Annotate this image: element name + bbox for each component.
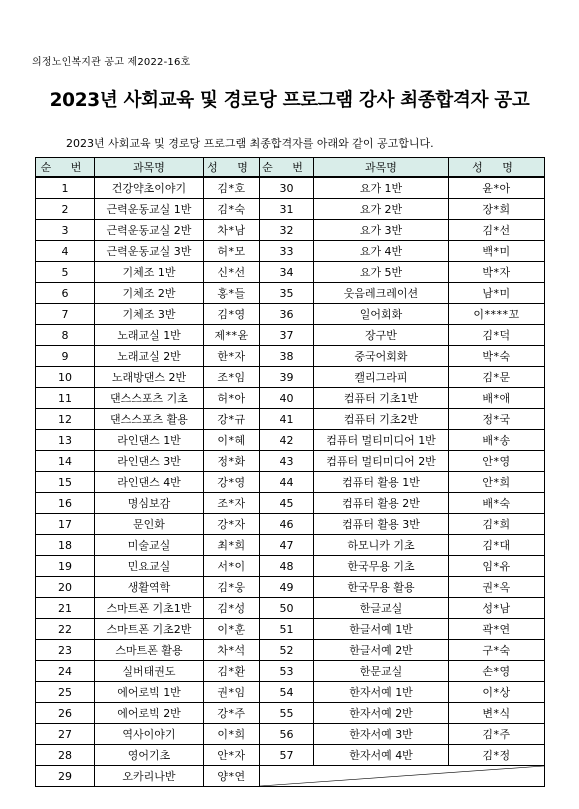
cell-subject: 노래교실 1반 (95, 325, 204, 346)
cell-number: 22 (36, 619, 95, 640)
cell-number: 4 (36, 241, 95, 262)
table-row (36, 262, 545, 283)
table-row (36, 766, 545, 787)
notice-number: 의정노인복지관 공고 제2022-16호 (32, 57, 191, 68)
cell-subject: 기체조 2반 (95, 283, 204, 304)
cell-name: 곽*연 (449, 619, 545, 640)
table-row (36, 640, 545, 661)
cell-subject: 웃음레크레이션 (314, 283, 449, 304)
table-row (36, 745, 545, 766)
cell-number: 7 (36, 304, 95, 325)
cell-number: 36 (260, 304, 314, 325)
cell-number: 11 (36, 388, 95, 409)
cell-number: 52 (260, 640, 314, 661)
cell-subject: 컴퓨터 활용 2반 (314, 493, 449, 514)
cell-subject: 요가 3반 (314, 220, 449, 241)
subtitle: 2023년 사회교육 및 경로당 프로그램 최종합격자를 아래와 같이 공고합니다. (66, 137, 434, 150)
cell-name: 배*송 (449, 430, 545, 451)
header-name: 성 명 (204, 158, 260, 178)
table-row (36, 388, 545, 409)
table-row (36, 472, 545, 493)
table-row (36, 304, 545, 325)
cell-subject: 컴퓨터 활용 1반 (314, 472, 449, 493)
cell-subject: 컴퓨터 멀티미디어 1반 (314, 430, 449, 451)
cell-name: 이*희 (204, 724, 260, 745)
cell-number: 56 (260, 724, 314, 745)
cell-number: 21 (36, 598, 95, 619)
table-row (36, 661, 545, 682)
cell-number: 33 (260, 241, 314, 262)
cell-subject: 컴퓨터 활용 3반 (314, 514, 449, 535)
cell-number: 1 (36, 177, 95, 199)
table-row (36, 325, 545, 346)
cell-name: 배*애 (449, 388, 545, 409)
cell-name: 김*덕 (449, 325, 545, 346)
cell-number: 53 (260, 661, 314, 682)
cell-number: 37 (260, 325, 314, 346)
cell-subject: 한글서예 1반 (314, 619, 449, 640)
table-row (36, 703, 545, 724)
cell-name: 조*임 (204, 367, 260, 388)
cell-subject: 요가 1반 (314, 177, 449, 199)
cell-name: 안*희 (449, 472, 545, 493)
cell-number: 17 (36, 514, 95, 535)
cell-subject: 근력운동교실 1반 (95, 199, 204, 220)
cell-number: 38 (260, 346, 314, 367)
cell-subject: 라인댄스 3반 (95, 451, 204, 472)
cell-subject: 에어로빅 1반 (95, 682, 204, 703)
cell-name: 박*자 (449, 262, 545, 283)
cell-name: 김*정 (449, 745, 545, 766)
cell-number: 27 (36, 724, 95, 745)
cell-number: 30 (260, 177, 314, 199)
cell-subject: 한자서예 3반 (314, 724, 449, 745)
table-row (36, 451, 545, 472)
cell-subject: 컴퓨터 멀티미디어 2반 (314, 451, 449, 472)
cell-number: 51 (260, 619, 314, 640)
cell-subject: 캘리그라피 (314, 367, 449, 388)
cell-subject: 한자서예 1반 (314, 682, 449, 703)
cell-number: 24 (36, 661, 95, 682)
cell-subject: 장구반 (314, 325, 449, 346)
cell-name: 김*선 (449, 220, 545, 241)
cell-subject: 한문교실 (314, 661, 449, 682)
table-row (36, 577, 545, 598)
blank-diagonal-cell (260, 766, 545, 787)
table-row (36, 283, 545, 304)
cell-number: 31 (260, 199, 314, 220)
cell-number: 34 (260, 262, 314, 283)
page-title: 2023년 사회교육 및 경로당 프로그램 강사 최종합격자 공고 (49, 90, 530, 111)
table-row (36, 556, 545, 577)
cell-subject: 생활역학 (95, 577, 204, 598)
cell-name: 양*연 (204, 766, 260, 787)
cell-subject: 한국무용 활용 (314, 577, 449, 598)
cell-subject: 근력운동교실 3반 (95, 241, 204, 262)
cell-name: 차*남 (204, 220, 260, 241)
cell-number: 32 (260, 220, 314, 241)
cell-subject: 스마트폰 기초1반 (95, 598, 204, 619)
header-number: 순 번 (36, 158, 95, 178)
table-row (36, 241, 545, 262)
cell-number: 46 (260, 514, 314, 535)
cell-subject: 요가 4반 (314, 241, 449, 262)
cell-subject: 스마트폰 활용 (95, 640, 204, 661)
cell-name: 이*혜 (204, 430, 260, 451)
cell-name: 김*대 (449, 535, 545, 556)
cell-name: 강*자 (204, 514, 260, 535)
cell-number: 3 (36, 220, 95, 241)
cell-name: 김*성 (204, 598, 260, 619)
cell-name: 장*희 (449, 199, 545, 220)
cell-name: 김*웅 (204, 577, 260, 598)
table-row (36, 220, 545, 241)
cell-name: 허*아 (204, 388, 260, 409)
roster-table (35, 157, 545, 787)
table-row (36, 409, 545, 430)
cell-number: 6 (36, 283, 95, 304)
cell-name: 윤*아 (449, 177, 545, 199)
cell-name: 차*석 (204, 640, 260, 661)
cell-subject: 한글교실 (314, 598, 449, 619)
table-row (36, 619, 545, 640)
table-row (36, 682, 545, 703)
cell-number: 28 (36, 745, 95, 766)
cell-subject: 일어회화 (314, 304, 449, 325)
cell-subject: 노래방댄스 2반 (95, 367, 204, 388)
diagonal-line (260, 766, 544, 786)
cell-name: 변*식 (449, 703, 545, 724)
cell-name: 백*미 (449, 241, 545, 262)
cell-name: 배*숙 (449, 493, 545, 514)
header-number: 순 번 (260, 158, 314, 178)
cell-subject: 에어로빅 2반 (95, 703, 204, 724)
cell-name: 조*자 (204, 493, 260, 514)
cell-name: 강*영 (204, 472, 260, 493)
cell-subject: 실버태권도 (95, 661, 204, 682)
cell-number: 39 (260, 367, 314, 388)
cell-name: 김*숙 (204, 199, 260, 220)
cell-number: 20 (36, 577, 95, 598)
cell-number: 23 (36, 640, 95, 661)
cell-number: 25 (36, 682, 95, 703)
table-header-row (36, 158, 545, 178)
table-row (36, 598, 545, 619)
cell-number: 40 (260, 388, 314, 409)
cell-number: 12 (36, 409, 95, 430)
cell-number: 43 (260, 451, 314, 472)
table-row (36, 199, 545, 220)
cell-number: 2 (36, 199, 95, 220)
cell-subject: 명심보감 (95, 493, 204, 514)
cell-subject: 민요교실 (95, 556, 204, 577)
table-row (36, 177, 545, 199)
cell-number: 14 (36, 451, 95, 472)
cell-subject: 한글서예 2반 (314, 640, 449, 661)
cell-number: 19 (36, 556, 95, 577)
cell-number: 35 (260, 283, 314, 304)
cell-name: 구*숙 (449, 640, 545, 661)
cell-subject: 한자서예 4반 (314, 745, 449, 766)
cell-name: 김*희 (449, 514, 545, 535)
cell-subject: 댄스스포츠 활용 (95, 409, 204, 430)
cell-number: 5 (36, 262, 95, 283)
cell-name: 이*상 (449, 682, 545, 703)
cell-number: 9 (36, 346, 95, 367)
cell-name: 김*문 (449, 367, 545, 388)
cell-name: 성*남 (449, 598, 545, 619)
cell-number: 50 (260, 598, 314, 619)
cell-name: 강*규 (204, 409, 260, 430)
cell-number: 10 (36, 367, 95, 388)
table-row (36, 346, 545, 367)
cell-subject: 영어기초 (95, 745, 204, 766)
cell-subject: 기체조 3반 (95, 304, 204, 325)
table-row (36, 430, 545, 451)
cell-subject: 한자서예 2반 (314, 703, 449, 724)
cell-number: 48 (260, 556, 314, 577)
header-subject: 과목명 (314, 158, 449, 178)
cell-name: 강*주 (204, 703, 260, 724)
cell-subject: 댄스스포츠 기초 (95, 388, 204, 409)
cell-subject: 미술교실 (95, 535, 204, 556)
cell-name: 제**윤 (204, 325, 260, 346)
table-row (36, 535, 545, 556)
cell-number: 13 (36, 430, 95, 451)
cell-name: 권*임 (204, 682, 260, 703)
cell-subject: 요가 2반 (314, 199, 449, 220)
cell-subject: 라인댄스 4반 (95, 472, 204, 493)
cell-subject: 중국어회화 (314, 346, 449, 367)
table-row (36, 493, 545, 514)
cell-subject: 노래교실 2반 (95, 346, 204, 367)
cell-subject: 스마트폰 기초2반 (95, 619, 204, 640)
table-row (36, 367, 545, 388)
cell-name: 남*미 (449, 283, 545, 304)
cell-number: 49 (260, 577, 314, 598)
cell-number: 26 (36, 703, 95, 724)
cell-number: 45 (260, 493, 314, 514)
cell-number: 54 (260, 682, 314, 703)
cell-subject: 문인화 (95, 514, 204, 535)
cell-name: 박*숙 (449, 346, 545, 367)
cell-subject: 한국무용 기초 (314, 556, 449, 577)
cell-number: 8 (36, 325, 95, 346)
cell-subject: 컴퓨터 기초2반 (314, 409, 449, 430)
cell-name: 이****꼬 (449, 304, 545, 325)
cell-name: 김*환 (204, 661, 260, 682)
cell-number: 29 (36, 766, 95, 787)
header-subject: 과목명 (95, 158, 204, 178)
cell-subject: 기체조 1반 (95, 262, 204, 283)
cell-name: 김*주 (449, 724, 545, 745)
cell-number: 15 (36, 472, 95, 493)
cell-name: 서*이 (204, 556, 260, 577)
cell-name: 손*영 (449, 661, 545, 682)
cell-number: 18 (36, 535, 95, 556)
table-row (36, 514, 545, 535)
cell-number: 16 (36, 493, 95, 514)
cell-name: 신*선 (204, 262, 260, 283)
cell-number: 55 (260, 703, 314, 724)
cell-name: 최*희 (204, 535, 260, 556)
cell-name: 허*모 (204, 241, 260, 262)
cell-subject: 역사이야기 (95, 724, 204, 745)
cell-subject: 라인댄스 1반 (95, 430, 204, 451)
cell-name: 정*화 (204, 451, 260, 472)
cell-subject: 오카리나반 (95, 766, 204, 787)
cell-subject: 하모니카 기초 (314, 535, 449, 556)
cell-number: 47 (260, 535, 314, 556)
header-name: 성 명 (449, 158, 545, 178)
cell-number: 44 (260, 472, 314, 493)
cell-number: 42 (260, 430, 314, 451)
cell-subject: 컴퓨터 기초1반 (314, 388, 449, 409)
cell-name: 한*자 (204, 346, 260, 367)
cell-name: 김*영 (204, 304, 260, 325)
cell-name: 홍*들 (204, 283, 260, 304)
cell-number: 57 (260, 745, 314, 766)
cell-name: 김*호 (204, 177, 260, 199)
cell-number: 41 (260, 409, 314, 430)
cell-name: 안*자 (204, 745, 260, 766)
cell-subject: 건강약초이야기 (95, 177, 204, 199)
cell-name: 안*영 (449, 451, 545, 472)
cell-name: 임*유 (449, 556, 545, 577)
cell-name: 정*국 (449, 409, 545, 430)
cell-name: 권*옥 (449, 577, 545, 598)
cell-name: 이*훈 (204, 619, 260, 640)
table-row (36, 724, 545, 745)
cell-subject: 요가 5반 (314, 262, 449, 283)
cell-subject: 근력운동교실 2반 (95, 220, 204, 241)
